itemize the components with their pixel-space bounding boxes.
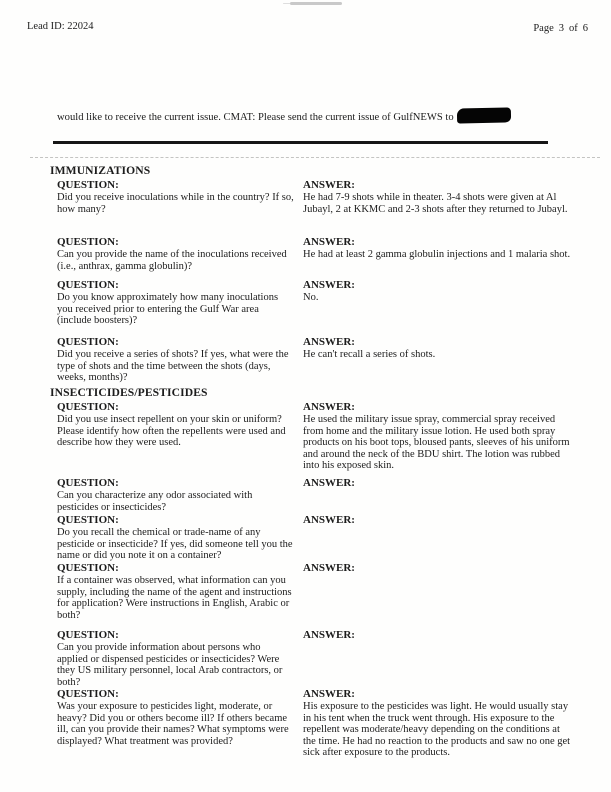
answer-label: ANSWER:: [303, 688, 355, 700]
question-text: Do you know approximately how many inoculations you received prior to entering the Gulf War area (include boosters)?: [57, 292, 279, 326]
answer-label: ANSWER:: [303, 514, 355, 526]
page-total: 6: [582, 23, 588, 34]
lead-id: Lead ID: 22024: [27, 21, 94, 32]
qa-row: [48, 477, 573, 514]
answer-cell: [294, 562, 573, 575]
qa-content: [48, 163, 573, 759]
answer-text: He can't recall a series of shots.: [303, 349, 436, 360]
question-cell: [48, 236, 294, 272]
answer-text: His exposure to the pesticides was light. He would usually stay in his tent when the truck went through. His exposure to the repellent was moderate/heavy depending on the conditions at the time. He had no reaction to the products and saw no one get sick after exposure to the products.: [303, 701, 571, 758]
question-cell: [48, 279, 294, 327]
answer-text: He had 7-9 shots while in theater. 3-4 shots were given at Al Jubayl, 2 at KKMC and 2-3 shots after they returned to Jubayl.: [303, 192, 568, 215]
intro-text: would like to receive the current issue. CMAT: Please send the current issue of GulfNEWS to: [57, 112, 454, 123]
answer-label: ANSWER:: [303, 336, 355, 348]
answer-cell: [294, 336, 573, 361]
question-label: QUESTION:: [57, 279, 119, 291]
answer-cell: [294, 236, 573, 261]
question-cell: [48, 401, 294, 449]
answer-cell: [294, 629, 573, 642]
qa-row: [48, 629, 573, 688]
question-text: Can you provide information about persons who applied or dispensed pesticides or insecticides? Were they US military personnel, local Arab contractors, or both?: [57, 642, 283, 688]
section-heading-immunizations: IMMUNIZATIONS: [50, 164, 151, 177]
question-label: QUESTION:: [57, 514, 119, 526]
question-label: QUESTION:: [57, 477, 119, 489]
qa-row: [48, 562, 573, 629]
question-cell: [48, 336, 294, 384]
answer-label: ANSWER:: [303, 629, 355, 641]
question-text: If a container was observed, what information can you supply, including the name of the agent and instructions for application? Were instructions in English, Arabic or both?: [57, 575, 292, 621]
horizontal-rule: [53, 141, 548, 144]
answer-text: No.: [303, 292, 319, 303]
question-text: Do you recall the chemical or trade-name of any pesticide or insecticide? If yes, did someone tell you the name or did you note it on a container?: [57, 527, 293, 561]
answer-cell: [294, 279, 573, 304]
answer-cell: [294, 514, 573, 527]
question-cell: [48, 629, 294, 688]
qa-row: [48, 236, 573, 279]
question-text: Did you receive inoculations while in the country? If so, how many?: [57, 192, 294, 215]
qa-row: [48, 336, 573, 385]
scan-artifact-mark: [290, 2, 342, 5]
intro-sentence: [57, 108, 592, 125]
question-cell: [48, 688, 294, 747]
qa-row: [48, 279, 573, 336]
question-cell: [48, 179, 294, 215]
question-text: Did you use insect repellent on your skin or uniform? Please identify how often the repellents were used and describe how they were used.: [57, 414, 286, 448]
answer-cell: [294, 401, 573, 472]
answer-text: He had at least 2 gamma globulin injections and 1 malaria shot.: [303, 249, 571, 260]
question-text: Can you provide the name of the inoculations received (i.e., anthrax, gamma globulin)?: [57, 249, 287, 272]
section-heading-insecticides: INSECTICIDES/PESTICIDES: [50, 386, 208, 399]
question-cell: [48, 477, 294, 513]
question-label: QUESTION:: [57, 629, 119, 641]
question-cell: [48, 562, 294, 621]
of-word: of: [569, 23, 578, 34]
answer-label: ANSWER:: [303, 279, 355, 291]
qa-row: [48, 688, 573, 759]
question-cell: [48, 514, 294, 562]
question-label: QUESTION:: [57, 688, 119, 700]
answer-cell: [294, 179, 573, 215]
answer-cell: [294, 688, 573, 759]
page-current: 3: [558, 23, 564, 34]
answer-cell: [294, 477, 573, 490]
answer-text: He used the military issue spray, commercial spray received from home and the military issue lotion. He used both spray products on his boot tops, bloused pants, sleeves of his uniform and around the neck of the BDU shirt. The lotion was rubbed into his exposed skin.: [303, 414, 570, 471]
qa-row: [48, 514, 573, 562]
question-text: Can you characterize any odor associated with pesticides or insecticides?: [57, 490, 253, 513]
page-number: [528, 23, 588, 34]
question-label: QUESTION:: [57, 401, 119, 413]
answer-label: ANSWER:: [303, 401, 355, 413]
redaction-box: [456, 107, 510, 123]
page-word: Page: [533, 23, 554, 34]
question-label: QUESTION:: [57, 336, 119, 348]
question-text: Did you receive a series of shots? If yes, what were the type of shots and the time between the shots (days, weeks, months)?: [57, 349, 289, 383]
question-text: Was your exposure to pesticides light, moderate, or heavy? Did you or others become ill? If others became ill, can you provide their names? What symptoms were displayed? What treatment was provided?: [57, 701, 289, 747]
answer-label: ANSWER:: [303, 562, 355, 574]
question-label: QUESTION:: [57, 562, 119, 574]
question-label: QUESTION:: [57, 236, 119, 248]
dashed-separator: [30, 157, 600, 158]
qa-row: [48, 179, 573, 236]
question-label: QUESTION:: [57, 179, 119, 191]
answer-label: ANSWER:: [303, 179, 355, 191]
qa-row: [48, 401, 573, 477]
answer-label: ANSWER:: [303, 236, 355, 248]
answer-label: ANSWER:: [303, 477, 355, 489]
